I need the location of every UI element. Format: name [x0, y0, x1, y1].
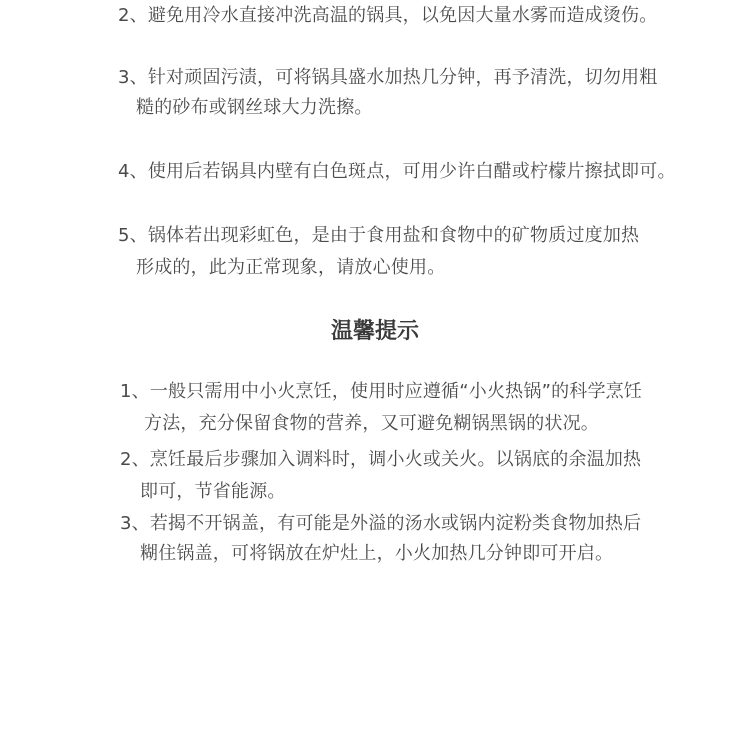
- reminder-3-line-1: 3、若揭不开锅盖，有可能是外溢的汤水或锅内淀粉类食物加热后: [120, 513, 642, 534]
- reminder-1-line-2: 方法，充分保留食物的营养，又可避免糊锅黑锅的状况。: [144, 413, 599, 434]
- care-tip-4-line-1: 4、使用后若锅具内壁有白色斑点，可用少许白醋或柠檬片擦拭即可。: [118, 161, 676, 182]
- care-tip-3-line-2: 糙的砂布或钢丝球大力洗擦。: [136, 97, 373, 118]
- care-tip-5-line-2: 形成的，此为正常现象，请放心使用。: [136, 257, 446, 278]
- care-tip-2-line-1: 2、避免用冷水直接冲洗高温的锅具，以免因大量水雾而造成烫伤。: [118, 5, 658, 26]
- care-tip-5-line-1: 5、锅体若出现彩虹色，是由于食用盐和食物中的矿物质过度加热: [118, 225, 640, 246]
- reminder-3-line-2: 糊住锅盖，可将锅放在炉灶上，小火加热几分钟即可开启。: [140, 543, 614, 564]
- reminder-1-line-1: 1、一般只需用中小火烹饪，使用时应遵循“小火热锅”的科学烹饪: [120, 381, 643, 402]
- reminder-2-line-1: 2、烹饪最后步骤加入调料时，调小火或关火。以锅底的余温加热: [120, 449, 642, 470]
- reminder-2-line-2: 即可，节省能源。: [140, 481, 286, 502]
- care-tip-3-line-1: 3、针对顽固污渍，可将锅具盛水加热几分钟，再予清洗，切勿用粗: [118, 67, 658, 88]
- reminder-heading: 温馨提示: [330, 319, 419, 344]
